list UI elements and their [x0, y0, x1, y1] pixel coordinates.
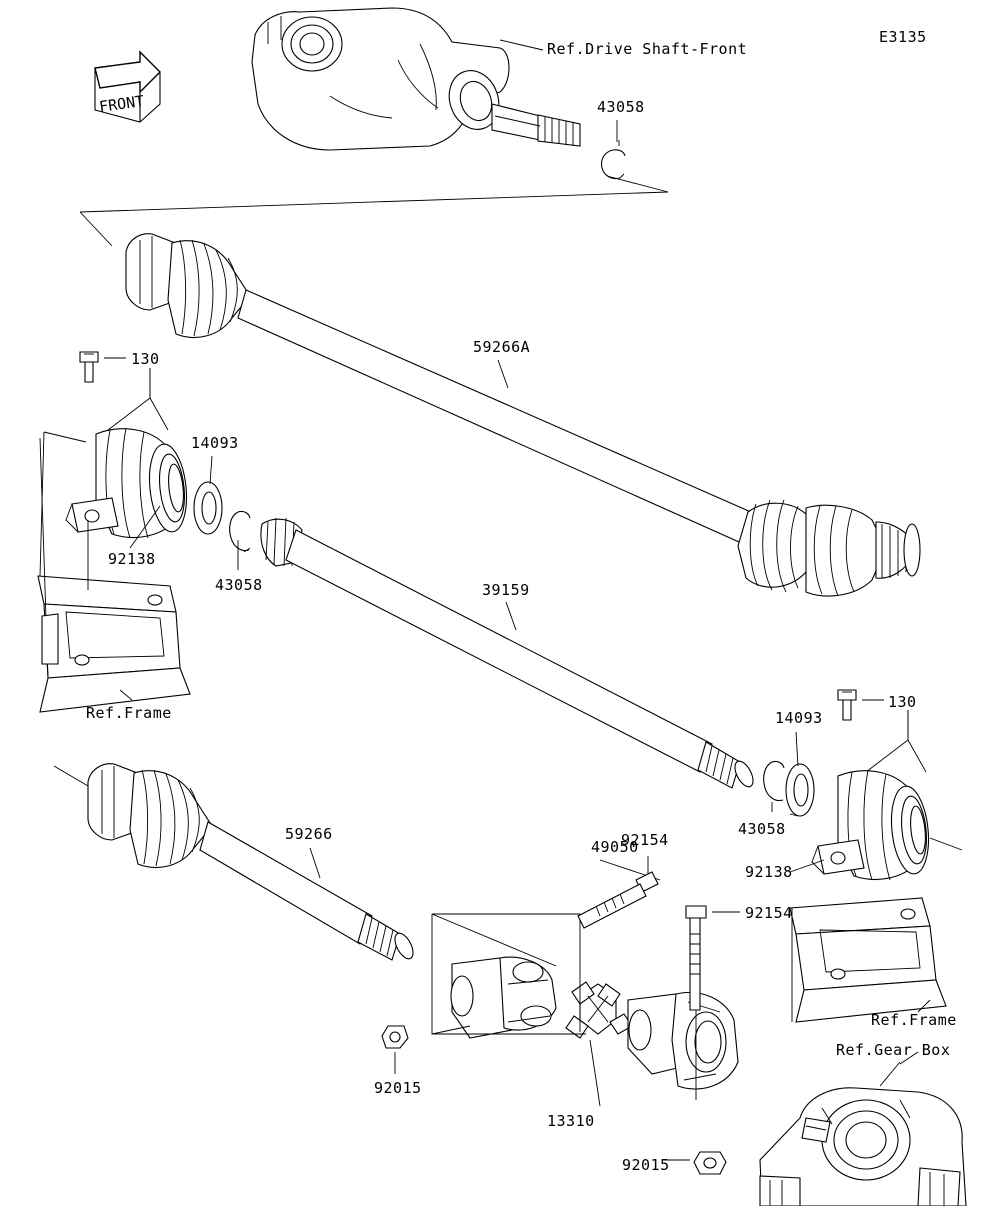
callout-part-49050: 49050 [591, 838, 639, 856]
part-92138-left-bearing-holder [66, 428, 191, 538]
callout-sheet-code: E3135 [879, 28, 927, 46]
callout-part-92138-left: 92138 [108, 550, 156, 568]
ref-gear-box [760, 1062, 966, 1206]
callout-part-13310: 13310 [547, 1112, 595, 1130]
part-92015-left-nut [382, 1026, 408, 1048]
part-130-right-bolt [838, 690, 856, 720]
callout-ref-frame-left: Ref.Frame [86, 704, 172, 722]
callout-part-130-left: 130 [131, 350, 160, 368]
callout-ref-frame-right: Ref.Frame [871, 1011, 957, 1029]
callout-part-92138-right: 92138 [745, 863, 793, 881]
part-14093-right-washer [786, 764, 814, 816]
part-43058-top-circlip [601, 140, 625, 179]
callout-part-92154-lower: 92154 [745, 904, 793, 922]
callout-part-43058-right: 43058 [738, 820, 786, 838]
part-92138-right-bearing-holder [812, 770, 962, 880]
callout-part-59266A: 59266A [473, 338, 531, 356]
callout-part-59266: 59266 [285, 825, 333, 843]
front-differential-assembly [252, 8, 580, 150]
part-14093-left-washer [194, 482, 222, 534]
callout-part-130-right: 130 [888, 693, 917, 711]
front-arrow-icon [95, 52, 160, 122]
callout-part-43058-top: 43058 [597, 98, 645, 116]
part-43058-right-circlip [764, 761, 784, 800]
callout-part-39159: 39159 [482, 581, 530, 599]
part-130-left-bolt [80, 352, 98, 382]
svg-text:FRONT: FRONT [98, 91, 146, 116]
callout-part-14093-left: 14093 [191, 434, 239, 452]
part-39159-propeller-shaft [261, 518, 757, 790]
part-59266A-axle-assembly [126, 234, 920, 596]
callout-part-92015-left: 92015 [374, 1079, 422, 1097]
part-92154-upper-bolt [578, 872, 658, 928]
callout-ref-gear-box: Ref.Gear Box [836, 1041, 951, 1059]
callout-part-92015-bottom: 92015 [622, 1156, 670, 1174]
part-59266-axle-assembly [54, 764, 417, 962]
callout-part-14093-right: 14093 [775, 709, 823, 727]
part-49050-cross-bearing [566, 982, 632, 1038]
part-92015-bottom-nut [694, 1152, 726, 1174]
callout-part-43058-left: 43058 [215, 576, 263, 594]
callout-part-92154-upper: 92154 [621, 831, 669, 849]
callout-ref-drive-shaft-front: Ref.Drive Shaft-Front [547, 40, 748, 58]
part-43058-left-circlip [230, 511, 250, 552]
ref-frame-right [790, 898, 946, 1022]
